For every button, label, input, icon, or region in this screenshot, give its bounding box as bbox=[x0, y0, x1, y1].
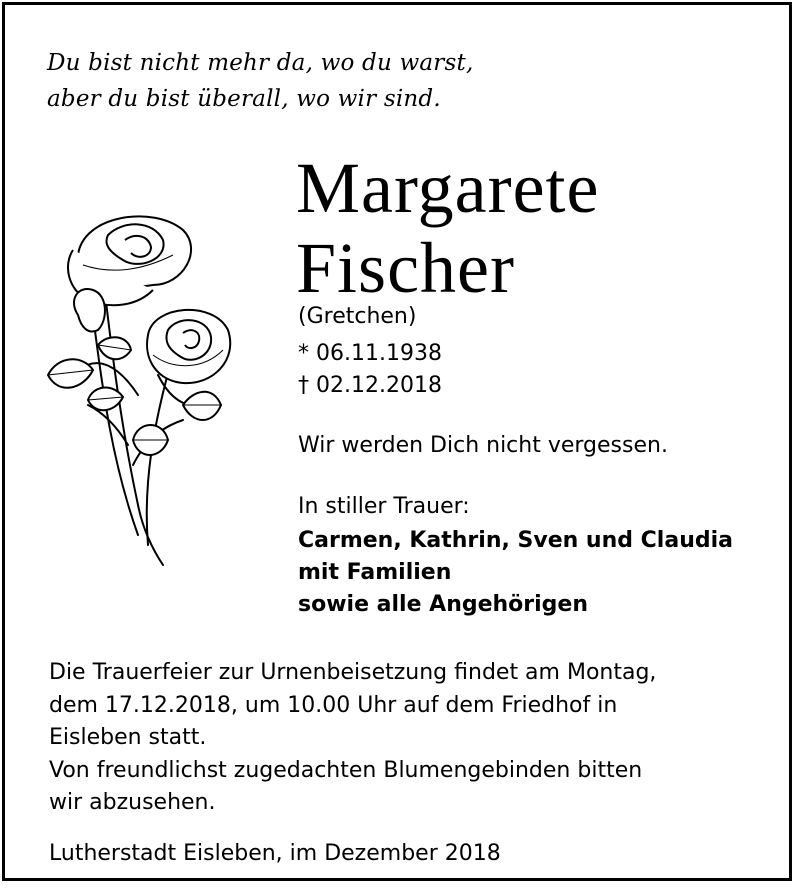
mourner-line: Carmen, Kathrin, Sven und Claudia bbox=[298, 528, 733, 553]
quote bbox=[47, 45, 473, 117]
last-name: Fischer bbox=[296, 228, 515, 308]
deceased-name bbox=[296, 148, 600, 308]
ceremony-info bbox=[49, 657, 769, 820]
mourner-line: mit Familien bbox=[298, 560, 452, 585]
birth-date: * 06.11.1938 bbox=[298, 341, 442, 366]
mourners-list bbox=[298, 525, 733, 621]
mourning-intro bbox=[298, 491, 470, 523]
quote-line: Du bist nicht mehr da, wo du warst, bbox=[47, 50, 474, 76]
ceremony-line: wir abzusehen. bbox=[49, 790, 216, 815]
obituary-notice bbox=[2, 2, 792, 881]
death-date: † 02.12.2018 bbox=[298, 373, 442, 398]
remembrance-text: Wir werden Dich nicht vergessen. bbox=[298, 433, 668, 458]
rose-illustration bbox=[43, 205, 233, 575]
place-date: Lutherstadt Eisleben, im Dezember 2018 bbox=[49, 841, 501, 866]
nickname: (Gretchen) bbox=[298, 304, 417, 329]
ceremony-line: Die Trauerfeier zur Urnenbeisetzung findet am Montag, bbox=[49, 660, 657, 685]
first-name: Margarete bbox=[296, 148, 600, 228]
ceremony-line: Von freundlichst zugedachten Blumengebinden bitten bbox=[49, 757, 643, 783]
ceremony-line: Eisleben statt. bbox=[49, 725, 207, 750]
quote-line: aber du bist überall, wo wir sind. bbox=[47, 86, 441, 112]
mourning-intro-text: In stiller Trauer: bbox=[298, 494, 470, 519]
mourner-line: sowie alle Angehörigen bbox=[298, 592, 589, 617]
ceremony-line: dem 17.12.2018, um 10.00 Uhr auf dem Friedhof in bbox=[49, 692, 618, 718]
